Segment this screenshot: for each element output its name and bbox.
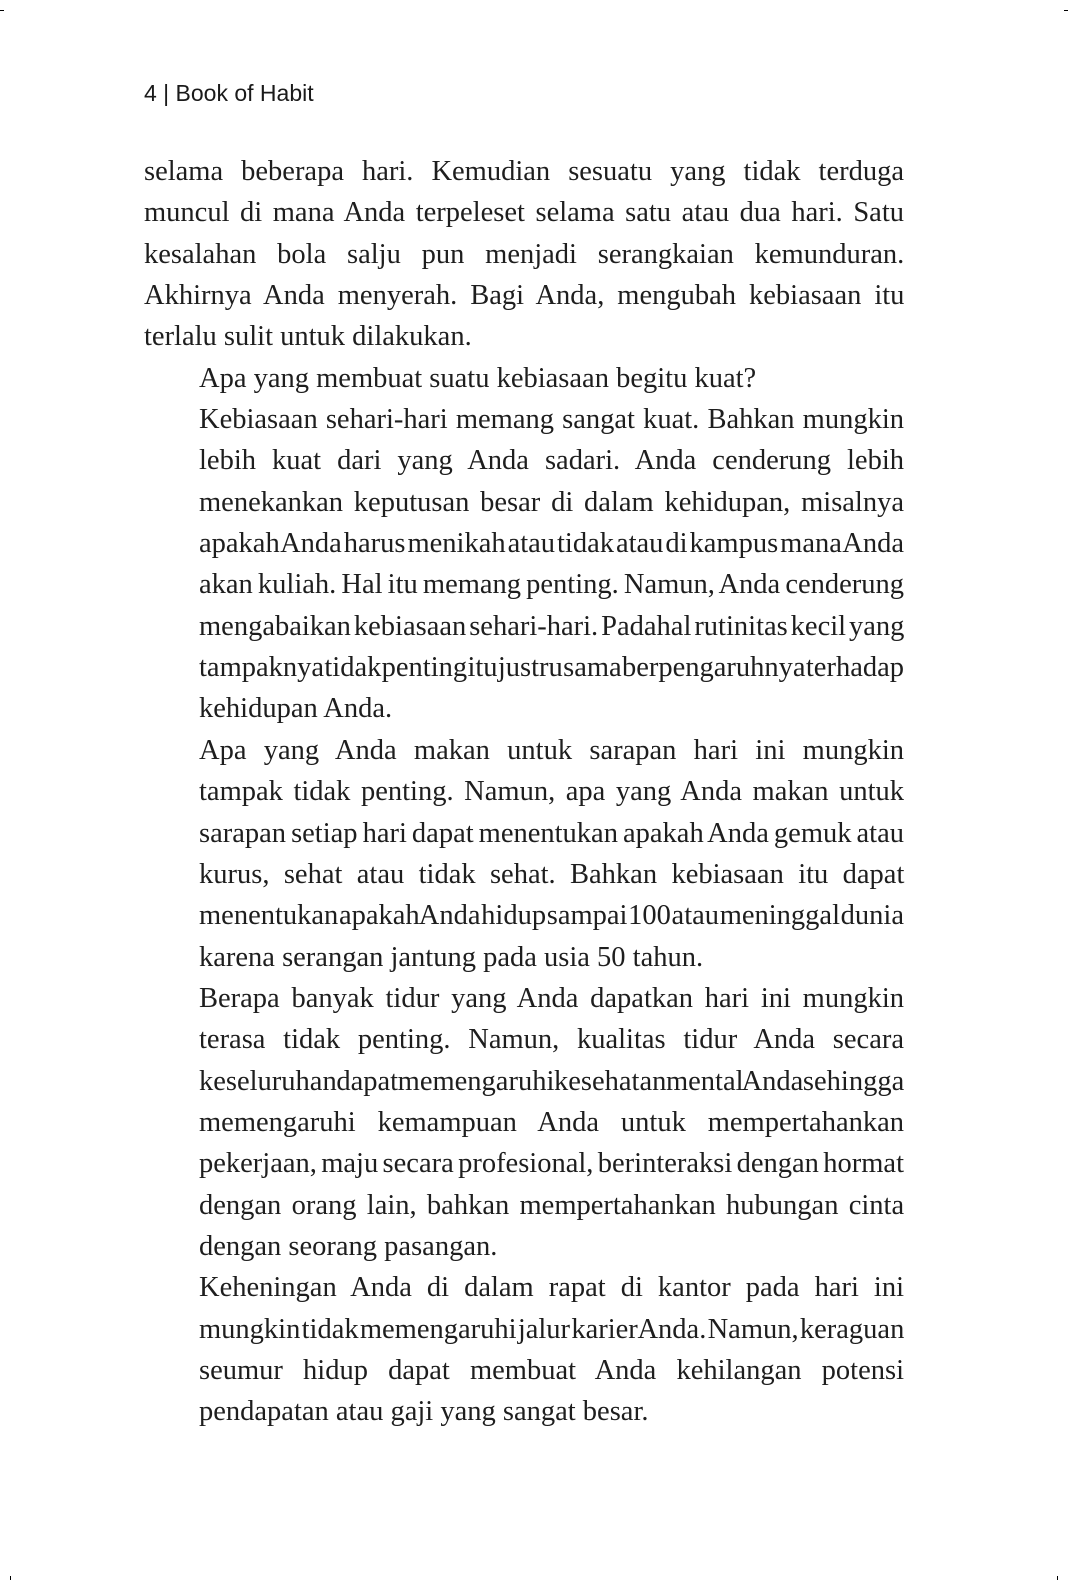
text-line: menekankan keputusan besar di dalam kehidupan, misalnya bbox=[199, 486, 904, 518]
text-line: Berapa banyak tidur yang Anda dapatkan hari ini mungkin bbox=[199, 982, 904, 1014]
text-line: kurus, sehat atau tidak sehat. Bahkan kebiasaan itu dapat bbox=[199, 858, 905, 890]
text-line: Kebiasaan sehari-hari memang sangat kuat. Bahkan mungkin bbox=[199, 404, 904, 436]
paragraph bbox=[144, 399, 904, 730]
text-line: kesalahan bola salju pun menjadi serangkaian kemunduran. bbox=[144, 238, 905, 270]
body-text bbox=[144, 151, 904, 1433]
text-line: dengan seorang pasangan. bbox=[199, 1230, 498, 1262]
text-line: Apa yang membuat suatu kebiasaan begitu kuat? bbox=[199, 362, 757, 394]
text-line: dengan orang lain, bahkan mempertahankan hubungan cinta bbox=[199, 1189, 905, 1221]
text-line: karena serangan jantung pada usia 50 tahun. bbox=[199, 941, 704, 973]
text-line: tampaknya tidak penting itu justru sama berpengaruhnya terhadap bbox=[199, 652, 904, 684]
paragraph bbox=[144, 358, 904, 399]
text-line: keseluruhan dapat memengaruhi kesehatan mental Anda sehingga bbox=[199, 1065, 905, 1097]
text-line: kehidupan Anda. bbox=[199, 693, 393, 725]
text-line: menentukan apakah Anda hidup sampai 100 atau meninggal dunia bbox=[199, 900, 904, 932]
text-line: seumur hidup dapat membuat Anda kehilangan potensi bbox=[199, 1354, 904, 1386]
text-line: selama beberapa hari. Kemudian sesuatu yang tidak terduga bbox=[144, 156, 904, 187]
text-line: terasa tidak penting. Namun, kualitas tidur Anda secara bbox=[199, 1024, 904, 1056]
text-line: lebih kuat dari yang Anda sadari. Anda cenderung lebih bbox=[199, 445, 904, 477]
text-line: tampak tidak penting. Namun, apa yang Anda makan untuk bbox=[199, 776, 904, 808]
paragraph bbox=[144, 730, 904, 978]
crop-mark-bottom-right bbox=[1057, 1576, 1058, 1580]
text-line: terlalu sulit untuk dilakukan. bbox=[144, 321, 472, 353]
paragraph bbox=[144, 1267, 904, 1432]
text-line: memengaruhi kemampuan Anda untuk mempertahankan bbox=[199, 1106, 904, 1138]
text-line: mengabaikan kebiasaan sehari-hari. Padahal rutinitas kecil yang bbox=[199, 610, 905, 642]
crop-mark-top-left bbox=[0, 10, 4, 11]
running-head: 4 | Book of Habit bbox=[144, 80, 314, 106]
text-line: mungkin tidak memengaruhi jalur karier Anda. Namun, keraguan bbox=[199, 1313, 905, 1345]
text-line: Apa yang Anda makan untuk sarapan hari ini mungkin bbox=[199, 734, 904, 766]
text-line: akan kuliah. Hal itu memang penting. Namun, Anda cenderung bbox=[199, 569, 905, 601]
text-line: pekerjaan, maju secara profesional, berinteraksi dengan hormat bbox=[199, 1148, 904, 1180]
text-line: pendapatan atau gaji yang sangat besar. bbox=[199, 1396, 649, 1428]
paragraph bbox=[144, 978, 904, 1267]
text-line: sarapan setiap hari dapat menentukan apakah Anda gemuk atau bbox=[199, 817, 904, 849]
text-line: muncul di mana Anda terpeleset selama satu atau dua hari. Satu bbox=[144, 197, 904, 229]
paragraph bbox=[144, 151, 904, 358]
text-line: Akhirnya Anda menyerah. Bagi Anda, mengubah kebiasaan itu bbox=[144, 280, 905, 312]
crop-mark-top-right bbox=[1064, 10, 1068, 11]
text-line: apakah Anda harus menikah atau tidak atau di kampus mana Anda bbox=[199, 528, 904, 560]
crop-mark-bottom-left bbox=[10, 1576, 11, 1580]
text-line: Keheningan Anda di dalam rapat di kantor pada hari ini bbox=[199, 1272, 904, 1304]
